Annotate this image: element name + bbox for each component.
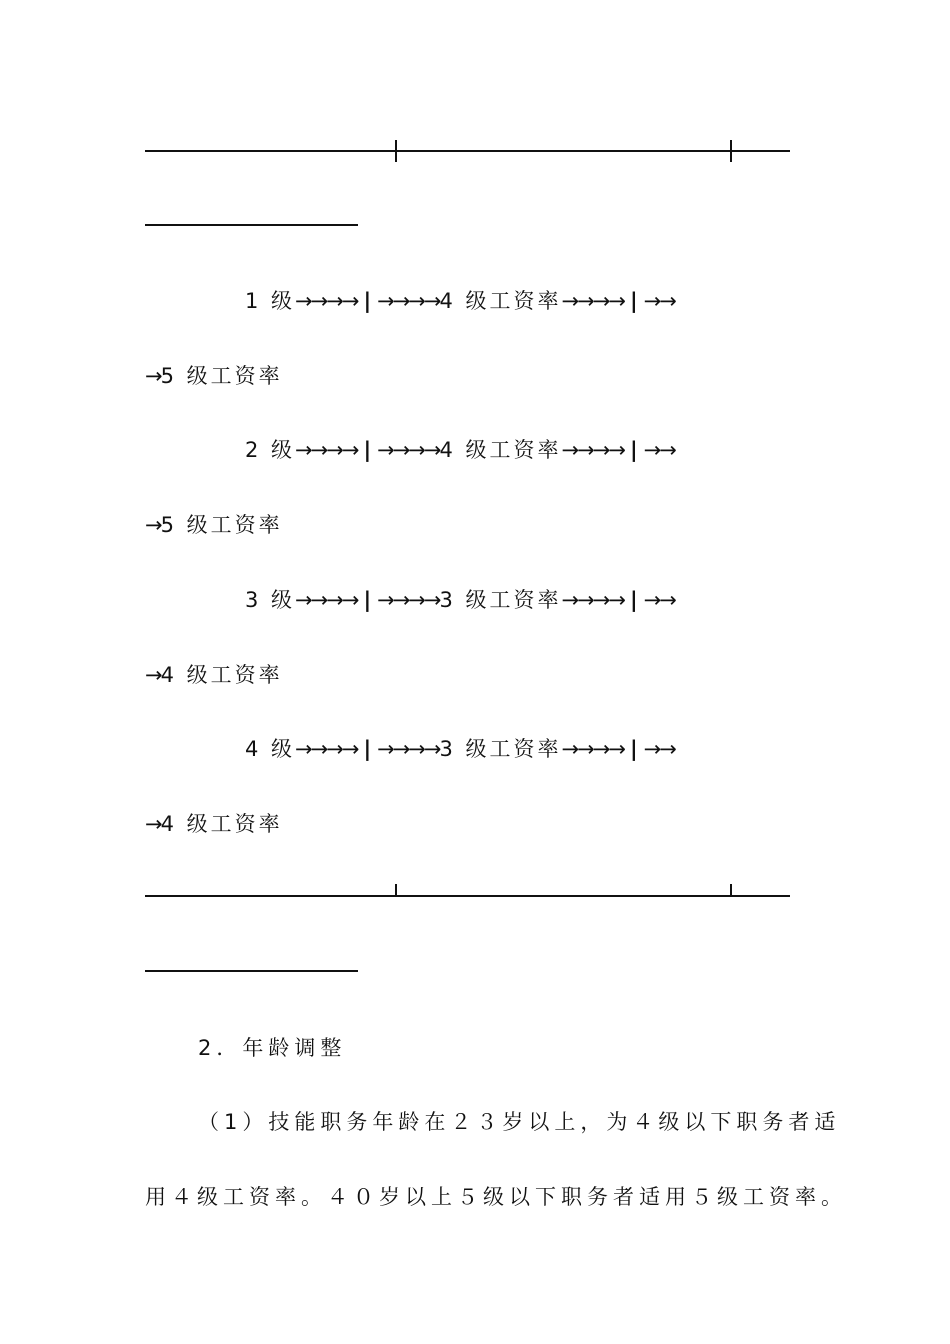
divider-glyph: | (629, 737, 638, 761)
arrow-icon: → (145, 513, 161, 537)
arrow-icon: → (145, 812, 161, 836)
table-bottom-rule (145, 895, 790, 897)
divider-glyph: | (363, 438, 372, 462)
table-top-divider-2 (730, 140, 732, 162)
arrow-icon: →→→→ (295, 438, 358, 462)
row-first-rate: 4 级工资率 (439, 289, 562, 313)
row-first-rate: 3 级工资率 (439, 737, 562, 761)
divider-glyph: | (629, 289, 638, 313)
paragraph-line-2: 用４级工资率。４０岁以上５级以下职务者适用５级工资率。 (145, 1185, 847, 1209)
row-second-rate: 5 级工资率 (160, 513, 283, 537)
arrow-icon: →→→→ (561, 737, 624, 761)
arrow-icon: →→→→ (561, 438, 624, 462)
arrow-icon: →→→→ (377, 588, 440, 612)
table-top-divider-1 (395, 140, 397, 162)
divider-glyph: | (363, 289, 372, 313)
arrow-icon: →→→→ (295, 289, 358, 313)
arrow-icon: →→ (643, 588, 675, 612)
table-top-rule-continuation (145, 224, 358, 226)
row-first-rate: 4 级工资率 (439, 438, 562, 462)
table-bottom-divider-2 (730, 884, 732, 896)
row-second-rate: 4 级工资率 (160, 663, 283, 687)
section-heading: 2．年龄调整 (198, 1036, 347, 1060)
table-row-1-main (245, 286, 675, 316)
arrow-icon: → (145, 663, 161, 687)
arrow-icon: →→→→ (295, 737, 358, 761)
table-bottom-divider-1 (395, 884, 397, 896)
table-bottom-rule-continuation (145, 970, 358, 972)
divider-glyph: | (363, 737, 372, 761)
arrow-icon: →→→→ (377, 438, 440, 462)
divider-glyph: | (363, 588, 372, 612)
row-level: 1 级 (245, 289, 296, 313)
arrow-icon: → (145, 364, 161, 388)
row-level: 4 级 (245, 737, 296, 761)
table-top-rule (145, 150, 790, 152)
arrow-icon: →→→→ (295, 588, 358, 612)
divider-glyph: | (629, 588, 638, 612)
arrow-icon: →→→→ (377, 289, 440, 313)
arrow-icon: →→→→ (561, 588, 624, 612)
table-row-2-main (245, 435, 675, 465)
arrow-icon: →→→→ (561, 289, 624, 313)
paragraph-line-1: （1）技能职务年龄在２３岁以上，为４级以下职务者适 (198, 1110, 841, 1134)
divider-glyph: | (629, 438, 638, 462)
arrow-icon: →→ (643, 737, 675, 761)
table-row-1-cont (145, 361, 283, 391)
row-level: 2 级 (245, 438, 296, 462)
arrow-icon: →→ (643, 438, 675, 462)
arrow-icon: →→ (643, 289, 675, 313)
row-level: 3 级 (245, 588, 296, 612)
table-row-3-main (245, 585, 675, 615)
table-row-4-main (245, 734, 675, 764)
row-second-rate: 4 级工资率 (160, 812, 283, 836)
table-row-4-cont (145, 809, 283, 839)
table-row-2-cont (145, 510, 283, 540)
row-first-rate: 3 级工资率 (439, 588, 562, 612)
row-second-rate: 5 级工资率 (160, 364, 283, 388)
table-row-3-cont (145, 660, 283, 690)
arrow-icon: →→→→ (377, 737, 440, 761)
